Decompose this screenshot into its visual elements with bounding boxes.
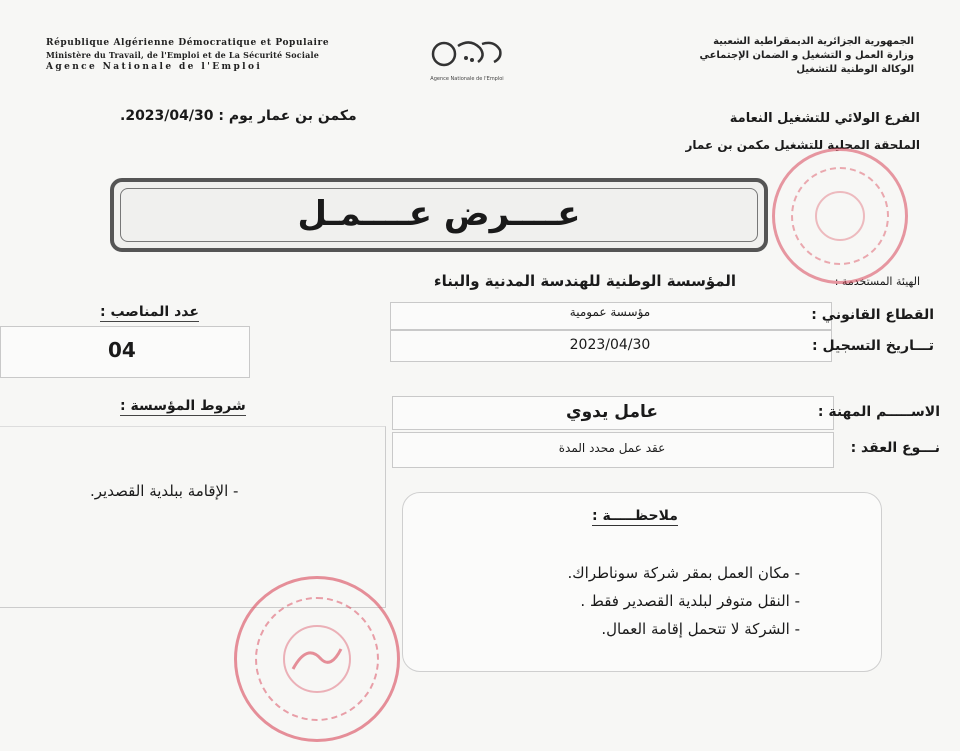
note-item: - مكان العمل بمقر شركة سوناطراك.	[567, 564, 800, 582]
header-ar-agency: الوكالة الوطنية للتشغيل	[796, 64, 914, 75]
profession-label: الاســـــم المهنة :	[817, 404, 940, 420]
official-stamp-bottom	[234, 576, 400, 742]
local-branch: الملحقة المحلية للتشغيل مكمن بن عمار	[685, 138, 920, 152]
employer-label: الهيئة المستخدمة :	[834, 275, 920, 288]
agency-logo	[412, 34, 522, 90]
positions-label: عدد المناصب :	[100, 304, 199, 320]
title-frame	[110, 178, 768, 252]
registration-date-value: 2023/04/30	[569, 337, 651, 353]
positions-value: 04	[108, 338, 136, 362]
header-fr-ministry: Ministère du Travail, de l'Emploi et de La Sécurité Sociale	[46, 50, 320, 60]
conditions-label: شروط المؤسسة :	[120, 398, 246, 414]
wilaya-branch: الفرع الولائي للتشغيل النعامة	[729, 111, 920, 126]
employer-value: المؤسسة الوطنية للهندسة المدنية والبناء	[433, 272, 737, 290]
legal-sector-label: القطاع القانوني :	[811, 307, 934, 323]
note-item: - الشركة لا تتحمل إقامة العمال.	[601, 620, 800, 638]
contract-label: نـــوع العقد :	[850, 440, 940, 456]
condition-item: - الإقامة ببلدية القصدير.	[90, 482, 239, 500]
logo-caption: Agence Nationale de l'Emploi	[430, 76, 504, 82]
official-stamp-top	[772, 148, 908, 284]
location-date: مكمن بن عمار يوم : 2023/04/30.	[120, 108, 357, 124]
contract-value: عقد عمل محدد المدة	[558, 441, 666, 455]
profession-value: عامل يدوي	[566, 402, 658, 422]
header-fr-agency: Agence Nationale de l'Emploi	[46, 62, 263, 72]
agency-logo-icon	[422, 34, 512, 72]
legal-sector-value: مؤسسة عمومية	[569, 305, 651, 319]
offer-title: عــــرض عــــمـل	[297, 194, 581, 234]
note-item: - النقل متوفر لبلدية القصدير فقط .	[580, 592, 800, 610]
header-ar-ministry: وزارة العمل و التشغيل و الضمان الإجتماعي	[699, 50, 914, 61]
header-fr-republic: République Algérienne Démocratique et Populaire	[46, 38, 330, 48]
registration-date-label: تـــاريخ التسجيل :	[812, 338, 934, 354]
stamp-emblem-icon	[287, 639, 347, 679]
header-ar-republic: الجمهورية الجزائرية الديمقراطية الشعبية	[713, 36, 914, 47]
notes-title: ملاحظـــــة :	[592, 508, 678, 524]
